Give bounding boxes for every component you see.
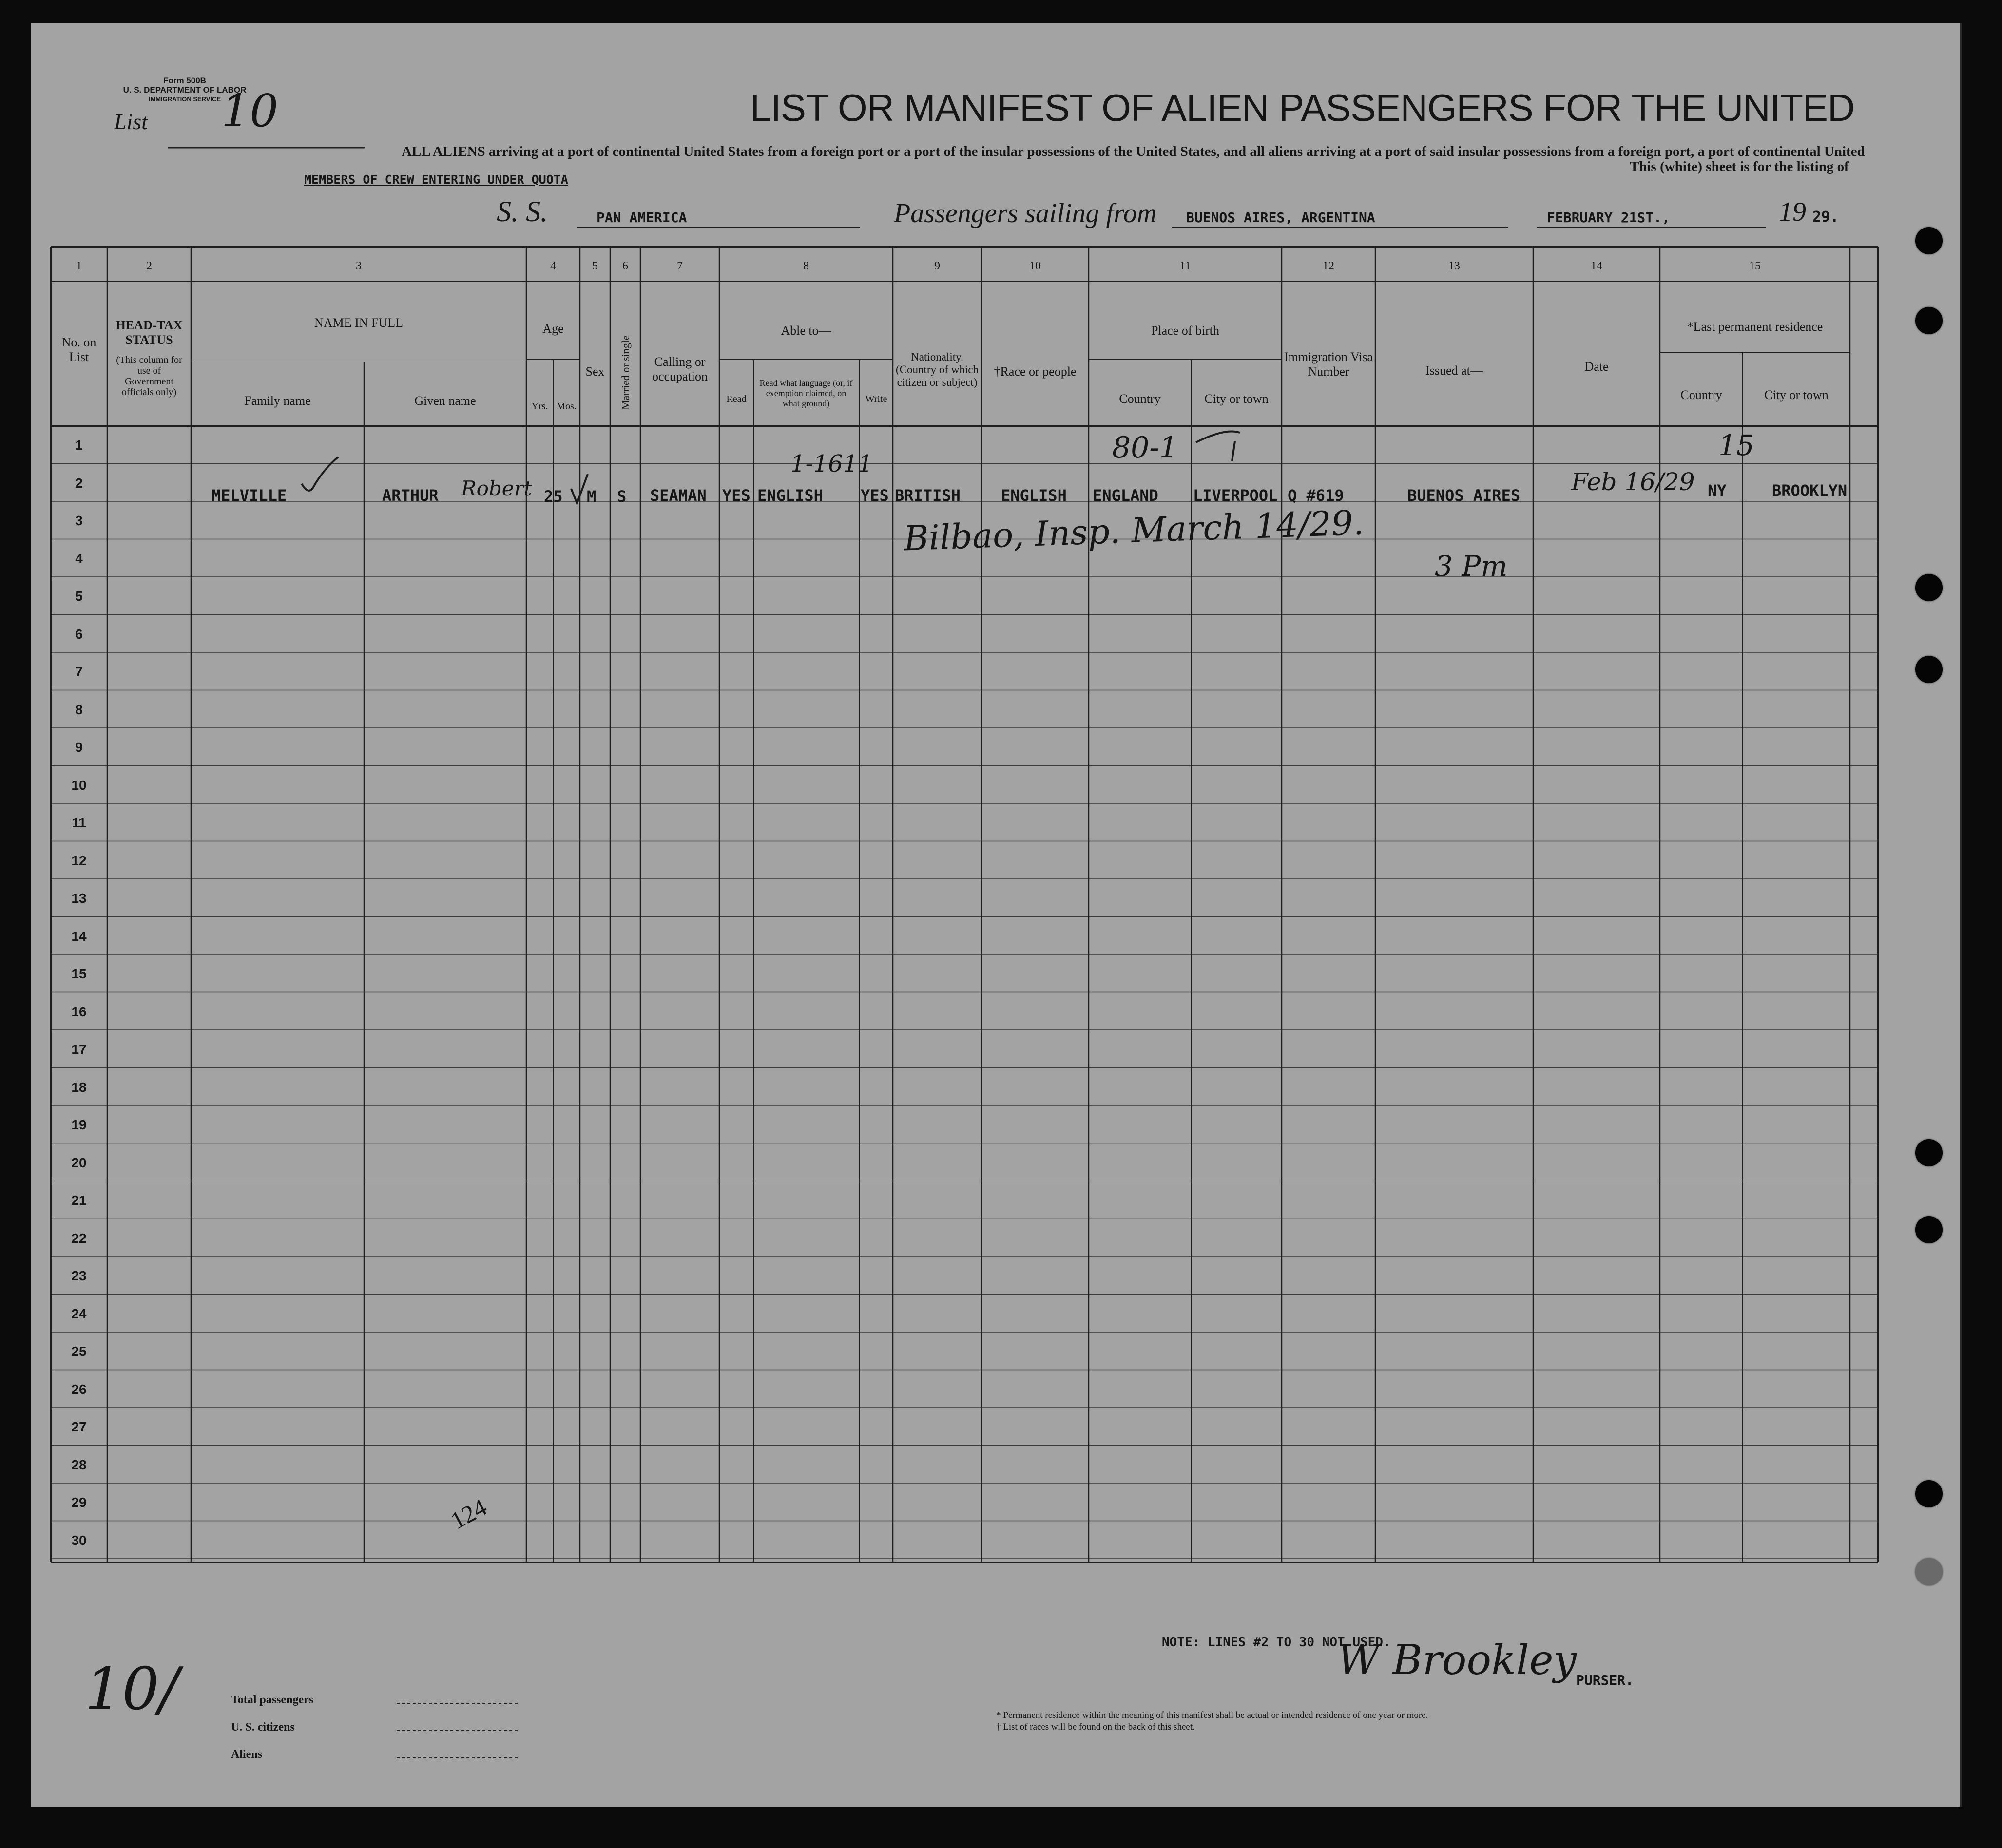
header-nationality: Nationality. (Country of which citizen or subject) [896, 351, 979, 388]
instructions-line-2: This (white) sheet is for the listing of [1630, 159, 1849, 174]
annotation-inspection: Bilbao, Insp. March 14/29. [903, 502, 1365, 559]
column-number-2: 2 [146, 260, 152, 272]
column-number-1: 1 [76, 260, 82, 272]
column-number-14: 14 [1591, 260, 1602, 272]
list-number: 10 [221, 85, 279, 137]
ship-name: PAN AMERICA [597, 210, 687, 226]
department-name: U. S. DEPARTMENT OF LABOR [123, 85, 247, 95]
header-family-name: Family name [244, 394, 311, 408]
manifest-sheet [31, 23, 1962, 1807]
punch-hole [1915, 656, 1943, 683]
punch-hole [1915, 227, 1943, 254]
page-title: LIST OR MANIFEST OF ALIEN PASSENGERS FOR THE UNITED [750, 86, 1855, 129]
annotation-time: 3 Pm [1435, 550, 1508, 583]
entry-read: YES [722, 486, 751, 505]
column-number-10: 10 [1029, 260, 1041, 272]
header-name-in-full: NAME IN FULL [314, 316, 403, 330]
row-number: 14 [71, 928, 87, 944]
sailing-from-label: Passengers sailing from [894, 198, 1157, 229]
column-number-12: 12 [1323, 260, 1334, 272]
row-number: 5 [75, 589, 83, 604]
header-residence-country: Country [1680, 388, 1722, 402]
purser-signature: W Brookley [1337, 1636, 1577, 1684]
column-number-4: 4 [550, 260, 556, 272]
column-number-15: 15 [1749, 260, 1761, 272]
punch-hole [1915, 307, 1943, 334]
year-prefix: 19 [1779, 197, 1806, 227]
header-no-on-list: No. on List [61, 335, 96, 364]
row-number: 16 [71, 1004, 87, 1019]
entry-given-name: ARTHUR [382, 486, 439, 505]
row-number: 1 [75, 438, 83, 453]
column-number-5: 5 [592, 260, 598, 272]
header-write: Write [865, 394, 887, 404]
entry-write: YES [861, 486, 889, 505]
row-number: 29 [71, 1495, 87, 1510]
header-read-language: Read what language (or, if exemption claimed, on what ground) [759, 378, 853, 408]
column-number-3: 3 [356, 260, 362, 272]
entry-language: ENGLISH [757, 486, 823, 505]
column-number-13: 13 [1448, 260, 1460, 272]
row-number: 24 [71, 1306, 87, 1321]
row-number: 23 [71, 1268, 87, 1283]
entry-residence-city: BROOKLYN [1772, 481, 1848, 500]
header-place-of-birth: Place of birth [1151, 324, 1220, 338]
row-number: 2 [75, 475, 83, 491]
crew-note: MEMBERS OF CREW ENTERING UNDER QUOTA [304, 172, 568, 187]
header-age: Age [542, 322, 564, 336]
row-number: 18 [71, 1079, 87, 1095]
entry-visa: Q #619 [1288, 486, 1344, 505]
header-sex: Sex [585, 364, 605, 379]
entry-race: ENGLISH [1001, 486, 1067, 505]
punch-hole [1915, 574, 1943, 601]
form-number: Form 500B [163, 76, 206, 85]
row-number: 22 [71, 1230, 87, 1246]
purser-label: PURSER. [1576, 1672, 1634, 1688]
entry-family-name: MELVILLE [212, 486, 287, 505]
entry-date: Feb 16/29 [1571, 468, 1695, 496]
annotation-language-mark: 1-1611 [790, 450, 873, 477]
aliens-label: Aliens [231, 1748, 263, 1761]
column-number-7: 7 [677, 260, 683, 272]
row-number: 21 [71, 1193, 87, 1208]
entry-age: 25 [544, 487, 563, 506]
header-age-mos: Mos. [557, 401, 577, 412]
header-head-tax: HEAD-TAX STATUS [116, 318, 183, 347]
ss-label: S. S. [497, 195, 548, 228]
total-passengers-label: Total passengers [231, 1694, 314, 1706]
row-number: 26 [71, 1381, 87, 1397]
row-number: 3 [75, 513, 83, 528]
entry-given-name-handwritten: Robert [461, 476, 532, 500]
header-visa: Immigration Visa Number [1284, 350, 1373, 379]
punch-hole [1915, 1558, 1943, 1585]
header-race: †Race or people [994, 364, 1077, 379]
year-suffix: 29. [1812, 209, 1839, 226]
row-number: 9 [75, 740, 83, 755]
footer-note: NOTE: LINES #2 TO 30 NOT USED. [1162, 1635, 1391, 1650]
footer-totals-lines [31, 23, 1962, 1807]
header-given-name: Given name [414, 394, 476, 408]
column-number-8: 8 [803, 260, 809, 272]
column-number-11: 11 [1179, 260, 1191, 272]
entry-birth-country: ENGLAND [1093, 486, 1158, 505]
row-number: 13 [71, 891, 87, 906]
header-last-residence: *Last permanent residence [1687, 320, 1823, 334]
entry-sex: M [587, 487, 597, 506]
footnote-residence: * Permanent residence within the meaning of this manifest shall be actual or intended residence of one year or more. [996, 1710, 1428, 1720]
column-number-6: 6 [622, 260, 628, 272]
row-number: 19 [71, 1117, 87, 1132]
header-married: Married or single [619, 335, 632, 410]
header-issued-at: Issued at— [1425, 363, 1483, 378]
header-residence-city: City or town [1764, 388, 1829, 402]
header-able-to: Able to— [781, 324, 831, 338]
column-number-9: 9 [934, 260, 940, 272]
entry-residence-country: NY [1708, 481, 1727, 500]
entry-occupation: SEAMAN [650, 486, 707, 505]
row-number: 30 [71, 1532, 87, 1548]
row-number: 6 [75, 626, 83, 642]
entry-birth-city: LIVERPOOL [1193, 486, 1278, 505]
row-number: 15 [71, 966, 87, 981]
list-label: List [114, 109, 148, 134]
row-number: 20 [71, 1155, 87, 1170]
row-number: 27 [71, 1419, 87, 1434]
annotation-residence-mark: 15 [1718, 429, 1754, 462]
punch-hole [1915, 1480, 1943, 1507]
annotation-birth-mark: 80-1 [1112, 431, 1178, 465]
header-birth-city: City or town [1204, 392, 1269, 406]
page-number: 124 [446, 1493, 491, 1535]
footnote-races: † List of races will be found on the back of this sheet. [996, 1722, 1195, 1732]
entry-marital: S [617, 487, 627, 506]
entry-issued-at: BUENOS AIRES [1407, 486, 1521, 505]
row-number: 7 [75, 664, 83, 679]
punch-hole [1915, 1139, 1943, 1166]
entry-nationality: BRITISH [895, 486, 961, 505]
header-head-tax-note: (This column for use of Government officials only) [116, 355, 182, 398]
service-name: IMMIGRATION SERVICE [148, 95, 221, 103]
row-number: 25 [71, 1344, 87, 1359]
header-birth-country: Country [1119, 392, 1161, 406]
row-number: 4 [75, 551, 83, 566]
row-number: 8 [75, 702, 83, 717]
us-citizens-label: U. S. citizens [231, 1721, 295, 1734]
instructions-line-1: ALL ALIENS arriving at a port of continental United States from a foreign port or a port of the insular possessions of the United States, and all aliens arriving at a port of said insular possessions from a foreign port, a port of continental United [402, 144, 1865, 159]
row-number: 11 [72, 815, 86, 830]
row-number: 10 [71, 777, 87, 793]
departure-date: FEBRUARY 21ST., [1547, 210, 1670, 226]
row-number: 28 [71, 1457, 87, 1472]
departure-port: BUENOS AIRES, ARGENTINA [1186, 210, 1375, 226]
corner-mark: 10/ [85, 1656, 179, 1723]
punch-hole [1915, 1216, 1943, 1243]
row-number: 12 [71, 853, 87, 868]
header-read: Read [726, 394, 747, 404]
row-number: 17 [71, 1042, 87, 1057]
header-calling: Calling or occupation [652, 355, 708, 383]
header-age-yrs: Yrs. [531, 401, 548, 412]
header-date: Date [1584, 360, 1609, 374]
